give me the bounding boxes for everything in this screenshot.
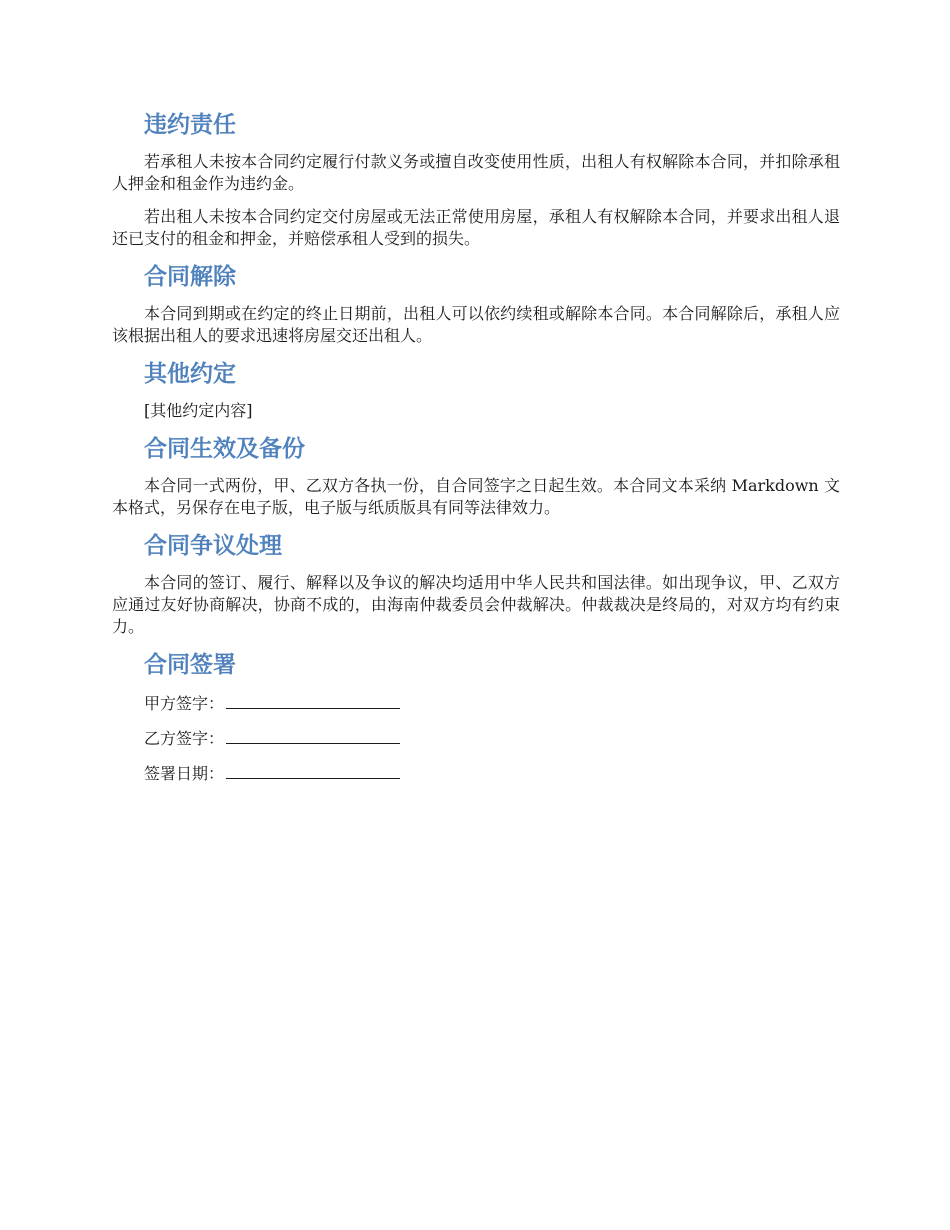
signature-date-label: 签署日期： (144, 764, 225, 783)
signature-party-b-label: 乙方签字： (144, 729, 225, 748)
section-title-termination: 合同解除 (144, 264, 236, 290)
signature-party-a-label: 甲方签字： (144, 694, 225, 713)
paragraph-breach-lessee: 若承租人未按本合同约定履行付款义务或擅自改变使用性质，出租人有权解除本合同，并扣除承租人押金和租金作为违约金。 (112, 152, 840, 193)
signature-party-b (112, 726, 840, 750)
signature-date-blank[interactable] (226, 761, 400, 779)
document-content (112, 108, 840, 785)
section-title-breach: 违约责任 (144, 112, 236, 138)
signature-party-a-blank[interactable] (226, 691, 400, 709)
section-title-other: 其他约定 (144, 361, 236, 387)
section-title-effectiveness: 合同生效及备份 (144, 436, 305, 462)
paragraph-other-placeholder: [其他约定内容] (144, 401, 253, 420)
section-title-signing: 合同签署 (144, 652, 236, 678)
paragraph-dispute: 本合同的签订、履行、解释以及争议的解决均适用中华人民共和国法律。如出现争议，甲、乙双方应通过友好协商解决，协商不成的，由海南仲裁委员会仲裁解决。仲裁裁决是终局的，对双方均有约束力。 (112, 573, 840, 636)
signature-date (112, 761, 840, 785)
paragraph-effectiveness: 本合同一式两份，甲、乙双方各执一份，自合同签字之日起生效。本合同文本采纳 Markdown 文本格式，另保存在电子版，电子版与纸质版具有同等法律效力。 (112, 476, 840, 517)
section-title-dispute: 合同争议处理 (144, 533, 282, 559)
signature-party-a (112, 691, 840, 715)
paragraph-breach-lessor: 若出租人未按本合同约定交付房屋或无法正常使用房屋，承租人有权解除本合同，并要求出租人退还已支付的租金和押金，并赔偿承租人受到的损失。 (112, 207, 840, 248)
paragraph-termination: 本合同到期或在约定的终止日期前，出租人可以依约续租或解除本合同。本合同解除后，承租人应该根据出租人的要求迅速将房屋交还出租人。 (112, 304, 840, 345)
signature-party-b-blank[interactable] (226, 726, 400, 744)
